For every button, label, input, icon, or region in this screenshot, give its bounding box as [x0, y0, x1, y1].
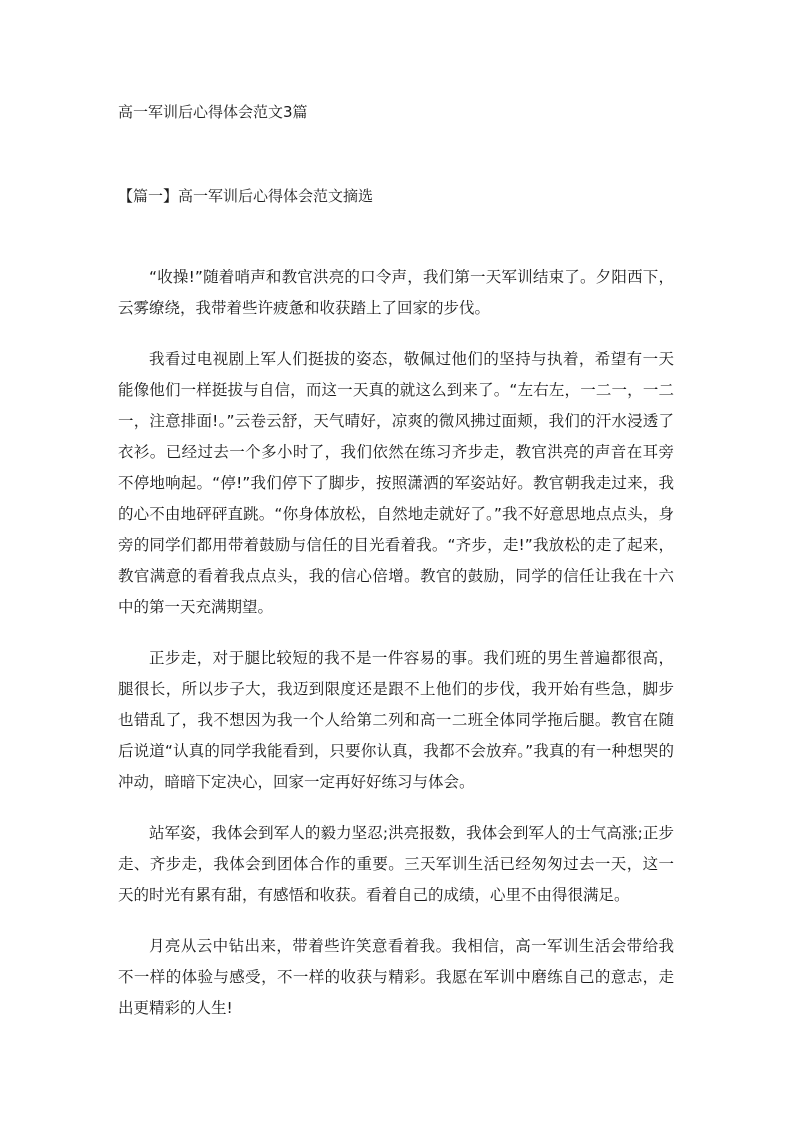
paragraph: 站军姿，我体会到军人的毅力坚忍;洪亮报数，我体会到军人的士气高涨;正步走、齐步走，我体会到团体合作的重要。三天军训生活已经匆匆过去一天，这一天的时光有累有甜，有感悟和收获。看着自己的成绩，心里不由得很满足。	[118, 824, 674, 904]
paragraph: 月亮从云中钻出来，带着些许笑意看着我。我相信，高一军训生活会带给我不一样的体验与感受，不一样的收获与精彩。我愿在军训中磨练自己的意志，走出更精彩的人生!	[118, 937, 674, 1017]
section-heading: 【篇一】高一军训后心得体会范文摘选	[118, 187, 374, 205]
paragraph: 正步走，对于腿比较短的我不是一件容易的事。我们班的男生普遍都很高，腿很长，所以步子大，我迈到限度还是跟不上他们的步伐，我开始有些急，脚步也错乱了，我不想因为我一个人给第二列和高一二班全体同学拖后腿。教官在随后说道“认真的同学我能看到，只要你认真，我都不会放弃。”我真的有一种想哭的冲动，暗暗下定决心，回家一定再好好练习与体会。	[118, 649, 674, 791]
paragraph: 我看过电视剧上军人们挺拔的姿态，敬佩过他们的坚持与执着，希望有一天能像他们一样挺拔与自信，而这一天真的就这么到来了。“左右左，一二一，一二一，注意排面!。”云卷云舒，天气晴好，凉爽的微风拂过面颊，我们的汗水浸透了衣衫。已经过去一个多小时了，我们依然在练习齐步走，教官洪亮的声音在耳旁不停地响起。“停!”我们停下了脚步，按照潇洒的军姿站好。教官朝我走过来，我的心不由地砰砰直跳。“你身体放松，自然地走就好了。”我不好意思地点点头，身旁的同学们都用带着鼓励与信任的目光看着我。“齐步，走!”我放松的走了起来，教官满意的看着我点点头，我的信心倍增。教官的鼓励，同学的信任让我在十六中的第一天充满期望。	[118, 350, 674, 616]
document-title: 高一军训后心得体会范文3篇	[118, 103, 308, 121]
paragraph: “收操!”随着哨声和教官洪亮的口令声，我们第一天军训结束了。夕阳西下，云雾缭绕，我带着些许疲惫和收获踏上了回家的步伐。	[118, 268, 674, 317]
document-body	[118, 262, 674, 1044]
